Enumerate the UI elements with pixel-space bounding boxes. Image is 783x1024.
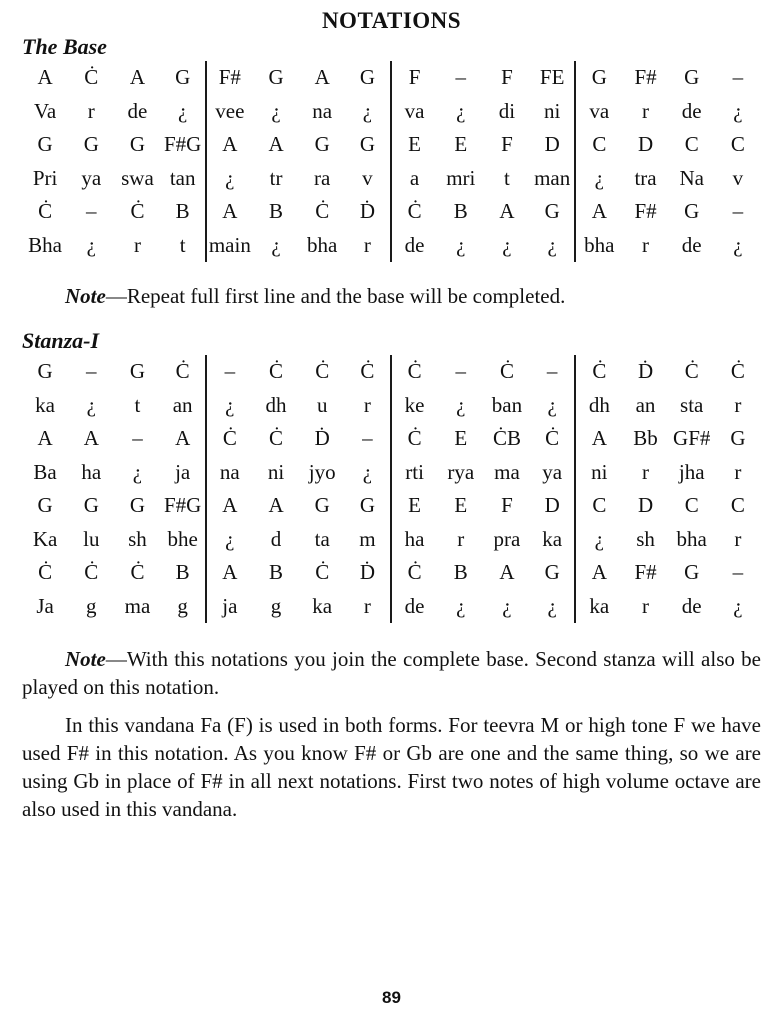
notation-cell: ¿	[456, 98, 466, 123]
notation-cell: –	[732, 199, 744, 224]
notation-cell: g	[270, 593, 282, 618]
notation-row	[22, 355, 761, 389]
notation-cell: G	[314, 132, 330, 157]
notation-cell: A	[83, 426, 99, 451]
notation-cell: F	[408, 65, 421, 90]
notation-cell: G	[268, 65, 284, 90]
notation-cell: G	[129, 493, 146, 518]
notation-cell: ¿	[86, 392, 96, 417]
notation-cell: Ċ	[315, 359, 330, 384]
notation-cell: A	[591, 199, 607, 224]
note-stanza-line	[22, 645, 761, 701]
notation-cell: A	[314, 65, 330, 90]
notation-cell: ¿	[733, 232, 743, 257]
notation-cell: Ċ	[130, 560, 145, 585]
notation-cell: r	[642, 459, 650, 484]
notation-cell: v	[732, 165, 744, 190]
notation-cell: A	[222, 132, 238, 157]
notation-cell: A	[591, 426, 607, 451]
notation-cell: Ba	[33, 459, 57, 484]
notation-cell: ke	[404, 392, 425, 417]
notation-cell: mri	[446, 165, 476, 190]
notation-cell: E	[408, 493, 421, 518]
notation-cell: G	[345, 61, 391, 95]
notation-cell: Ḋ	[637, 359, 654, 384]
notation-cell: F#	[634, 65, 657, 90]
notation-row	[22, 523, 761, 557]
notation-cell: C	[684, 493, 699, 518]
notation-cell: A	[268, 493, 284, 518]
page-title: NOTATIONS	[321, 8, 462, 33]
note-label: Note	[65, 284, 106, 308]
notation-cell: D	[530, 489, 576, 523]
notation-cell: ¿	[225, 165, 235, 190]
notation-cell: –	[455, 359, 467, 384]
notation-table-base	[22, 61, 761, 262]
notation-cell: A	[499, 560, 515, 585]
notation-cell: D	[530, 128, 576, 162]
notation-cell: de	[127, 98, 148, 123]
notation-cell: –	[530, 355, 576, 389]
notation-cell: rti	[405, 459, 424, 484]
notation-row	[22, 456, 761, 490]
notation-cell: ¿	[456, 593, 466, 618]
notation-cell: lu	[83, 526, 100, 551]
notation-cell: C	[684, 132, 699, 157]
notation-cell: Ċ	[407, 426, 422, 451]
notation-cell: r	[345, 590, 391, 624]
notation-cell: va	[589, 98, 610, 123]
notation-cell: di	[498, 98, 516, 123]
notation-cell: Ċ	[38, 199, 53, 224]
notation-cell: GF#	[673, 426, 711, 451]
notation-table-stanza-1	[22, 355, 761, 623]
notation-cell: ni	[267, 459, 285, 484]
notation-cell: ¿	[271, 98, 281, 123]
notation-cell: Pri	[32, 165, 58, 190]
notation-cell: G	[591, 65, 607, 90]
notation-cell: ja	[161, 456, 207, 490]
notation-cell: r	[87, 98, 95, 123]
notation-cell: G	[730, 426, 746, 451]
notation-cell: ¿	[161, 95, 207, 129]
notation-cell: sta	[680, 392, 704, 417]
notation-cell: dh	[588, 392, 610, 417]
notation-cell: F#	[634, 560, 657, 585]
notation-cell: A	[222, 493, 238, 518]
notation-cell: bha	[307, 232, 338, 257]
notation-cell: Ḋ	[345, 556, 391, 590]
notation-cell: main	[208, 232, 251, 257]
notation-cell: Ċ	[222, 426, 237, 451]
notation-cell: r	[734, 392, 742, 417]
notation-cell: Ċ	[38, 560, 53, 585]
notation-cell: A	[37, 426, 53, 451]
notation-cell: ma	[124, 593, 151, 618]
notation-cell: Ċ	[530, 422, 576, 456]
notation-row	[22, 95, 761, 129]
notation-cell: Ċ	[84, 560, 99, 585]
notation-cell: –	[732, 65, 744, 90]
notation-cell: Ċ	[315, 199, 330, 224]
notation-cell: r	[345, 229, 391, 263]
notation-cell: G	[684, 199, 700, 224]
notation-cell: G	[684, 65, 700, 90]
notation-cell: ya	[530, 456, 576, 490]
notation-cell: Ċ	[407, 560, 422, 585]
notation-cell: E	[408, 132, 421, 157]
section-heading-stanza-1: Stanza-I	[22, 328, 100, 353]
notation-cell: ¿	[530, 590, 576, 624]
notation-cell: ni	[591, 459, 608, 484]
notation-cell: G	[83, 132, 99, 157]
notation-cell: ¿	[594, 526, 604, 551]
notation-cell: g	[161, 590, 207, 624]
notation-cell: an	[635, 392, 656, 417]
notation-cell: de	[404, 232, 425, 257]
notation-cell: Ċ	[84, 65, 99, 90]
notation-cell: B	[161, 195, 207, 229]
notation-cell: ka	[312, 593, 333, 618]
notation-cell: m	[345, 523, 391, 557]
notation-cell: ¿	[733, 98, 743, 123]
notation-cell: bha	[676, 526, 707, 551]
notation-cell: B	[453, 199, 468, 224]
notation-cell: ¿	[502, 593, 512, 618]
notation-row	[22, 389, 761, 423]
notation-cell: Bb	[633, 426, 658, 451]
notation-cell: de	[681, 98, 702, 123]
notation-row	[22, 61, 761, 95]
notation-cell: F#	[218, 65, 241, 90]
notation-cell: jha	[678, 459, 705, 484]
notation-cell: va	[404, 98, 425, 123]
notation-cell: Ḋ	[345, 195, 391, 229]
notation-cell: pra	[493, 526, 521, 551]
notation-cell: G	[129, 359, 146, 384]
notation-cell: F	[501, 132, 513, 157]
notation-cell: de	[404, 593, 425, 618]
notation-cell: d	[270, 526, 282, 551]
notation-row	[22, 422, 761, 456]
notation-cell: G	[345, 128, 391, 162]
notation-cell: tr	[269, 165, 283, 190]
notation-cell: ra	[314, 165, 331, 190]
notation-cell: G	[530, 195, 576, 229]
notation-cell: Ċ	[684, 359, 699, 384]
notation-cell: g	[86, 593, 97, 618]
notation-cell: ¿	[733, 593, 743, 618]
notation-cell: ¿	[530, 229, 576, 263]
notation-cell: Va	[34, 98, 57, 123]
notation-cell: C	[730, 493, 745, 518]
notation-cell: Ċ	[407, 199, 422, 224]
notation-cell: de	[681, 232, 702, 257]
notation-cell: an	[161, 389, 207, 423]
notation-row	[22, 162, 761, 196]
notation-cell: r	[734, 526, 742, 551]
notation-cell: –	[345, 422, 391, 456]
notation-row	[22, 128, 761, 162]
notation-cell: r	[642, 593, 650, 618]
notation-cell: Ċ	[269, 359, 284, 384]
notation-cell: C	[592, 493, 607, 518]
notation-row	[22, 195, 761, 229]
notation-cell: ¿	[86, 232, 96, 257]
notation-cell: ¿	[271, 232, 281, 257]
notation-cell: ni	[530, 95, 576, 129]
notation-cell: r	[734, 459, 742, 484]
notation-cell: B	[161, 556, 207, 590]
notation-cell: Ċ	[161, 355, 207, 389]
notation-cell: Ċ	[269, 426, 284, 451]
notation-cell: E	[454, 132, 468, 157]
note-label: Note	[65, 647, 106, 671]
notation-cell: bha	[584, 232, 615, 257]
notation-cell: na	[219, 459, 240, 484]
notation-cell: A	[499, 199, 515, 224]
notation-cell: ¿	[225, 526, 235, 551]
notation-cell: –	[86, 199, 97, 224]
notation-cell: E	[454, 426, 468, 451]
notation-cell: ¿	[225, 392, 235, 417]
notation-cell: G	[37, 132, 53, 157]
notation-cell: de	[681, 593, 702, 618]
notation-cell: A	[161, 422, 207, 456]
notation-cell: ha	[81, 459, 102, 484]
notation-row	[22, 590, 761, 624]
notation-cell: vee	[215, 98, 245, 123]
note-text: —With this notations you join the complete base. Second stanza will also be played on this notation.	[22, 647, 761, 699]
notation-cell: Ċ	[315, 560, 330, 585]
notation-cell: ya	[81, 165, 102, 190]
notation-cell: A	[591, 560, 607, 585]
notation-cell: ka	[530, 523, 576, 557]
notation-cell: G	[37, 493, 53, 518]
notation-cell: ĊB	[492, 426, 521, 451]
notation-cell: G	[345, 489, 391, 523]
section-heading-the-base: The Base	[22, 34, 107, 59]
note-text: —Repeat full first line and the base will be completed.	[105, 284, 566, 308]
notation-cell: u	[316, 392, 328, 417]
notation-row	[22, 556, 761, 590]
notation-cell: G	[161, 61, 207, 95]
notation-cell: Ċ	[407, 359, 422, 384]
notation-cell: ¿	[456, 232, 466, 257]
notation-cell: r	[133, 232, 141, 257]
notation-cell: t	[504, 165, 510, 190]
notation-cell: r	[642, 232, 650, 257]
notation-cell: man	[530, 162, 576, 196]
notation-cell: G	[37, 359, 53, 384]
notation-cell: ma	[494, 459, 520, 484]
notation-cell: Ċ	[130, 199, 145, 224]
notation-cell: Bha	[28, 232, 62, 257]
notation-cell: ha	[404, 526, 425, 551]
notation-cell: Ka	[32, 526, 58, 551]
notation-cell: t	[134, 392, 141, 417]
notation-cell: ¿	[594, 165, 604, 190]
notation-cell: Ċ	[499, 359, 514, 384]
note-repeat-line	[22, 282, 761, 310]
notation-cell: A	[222, 560, 238, 585]
page-number: 89	[382, 988, 401, 1007]
notation-cell: sh	[128, 526, 147, 551]
notation-cell: A	[129, 65, 146, 90]
notation-cell: G	[684, 560, 700, 585]
notation-cell: G	[83, 493, 99, 518]
notation-cell: t	[161, 229, 207, 263]
notation-cell: na	[312, 98, 333, 123]
notation-row	[22, 489, 761, 523]
notation-cell: ka	[589, 593, 610, 618]
notation-cell: C	[730, 132, 745, 157]
notation-cell: rya	[447, 459, 475, 484]
body-paragraph: In this vandana Fa (F) is used in both forms. For teevra M or high tone F we have used F# in this notation. As you know F# or Gb are one and the same thing, so we are using Gb in place of F# in all next notations. First two notes of high volume octave are also used in this vandana.	[22, 713, 761, 821]
notation-cell: tan	[161, 162, 207, 196]
notation-cell: B	[269, 199, 284, 224]
notation-cell: dh	[265, 392, 287, 417]
notation-cell: ¿	[456, 392, 466, 417]
notation-cell: bhe	[161, 523, 207, 557]
notation-cell: F	[501, 493, 513, 518]
notation-cell: ¿	[345, 456, 391, 490]
notation-cell: swa	[121, 165, 154, 190]
notation-cell: Ċ	[592, 359, 607, 384]
notation-row	[22, 229, 761, 263]
notation-cell: Ja	[36, 593, 54, 618]
notation-cell: A	[268, 132, 284, 157]
notation-cell: –	[455, 65, 467, 90]
notation-cell: Ċ	[730, 359, 745, 384]
notation-cell: Ḋ	[314, 426, 330, 451]
notation-cell: ¿	[345, 95, 391, 129]
notation-cell: A	[222, 199, 238, 224]
notation-cell: Ċ	[345, 355, 391, 389]
notation-cell: G	[530, 556, 576, 590]
notation-cell: D	[637, 132, 654, 157]
notation-cell: –	[732, 560, 744, 585]
notation-cell: ja	[222, 593, 238, 618]
notation-cell: G	[129, 132, 146, 157]
notation-cell: jyo	[308, 459, 336, 484]
notation-cell: sh	[636, 526, 655, 551]
notation-cell: Na	[679, 165, 704, 190]
notation-cell: r	[642, 98, 650, 123]
notation-cell: D	[637, 493, 654, 518]
notation-cell: C	[592, 132, 607, 157]
notation-cell: –	[132, 426, 143, 451]
notation-cell: ¿	[502, 232, 512, 257]
notation-cell: tra	[634, 165, 657, 190]
notation-cell: ta	[314, 526, 330, 551]
notation-cell: –	[224, 359, 236, 384]
notation-cell: F#G	[161, 489, 207, 523]
notation-cell: E	[454, 493, 468, 518]
notation-cell: G	[314, 493, 330, 518]
notation-cell: FE	[530, 61, 576, 95]
notation-cell: a	[409, 165, 420, 190]
notation-cell: ¿	[132, 459, 143, 484]
notation-cell: B	[269, 560, 284, 585]
notation-cell: v	[345, 162, 391, 196]
notation-cell: r	[457, 526, 465, 551]
notation-cell: A	[37, 65, 53, 90]
notation-cell: B	[453, 560, 468, 585]
notation-cell: –	[86, 359, 97, 384]
notation-cell: F	[501, 65, 513, 90]
notation-cell: r	[345, 389, 391, 423]
notation-cell: F#G	[161, 128, 207, 162]
notation-cell: ka	[35, 392, 55, 417]
notation-cell: F#	[634, 199, 657, 224]
notation-cell: ban	[491, 392, 523, 417]
notation-cell: ¿	[530, 389, 576, 423]
